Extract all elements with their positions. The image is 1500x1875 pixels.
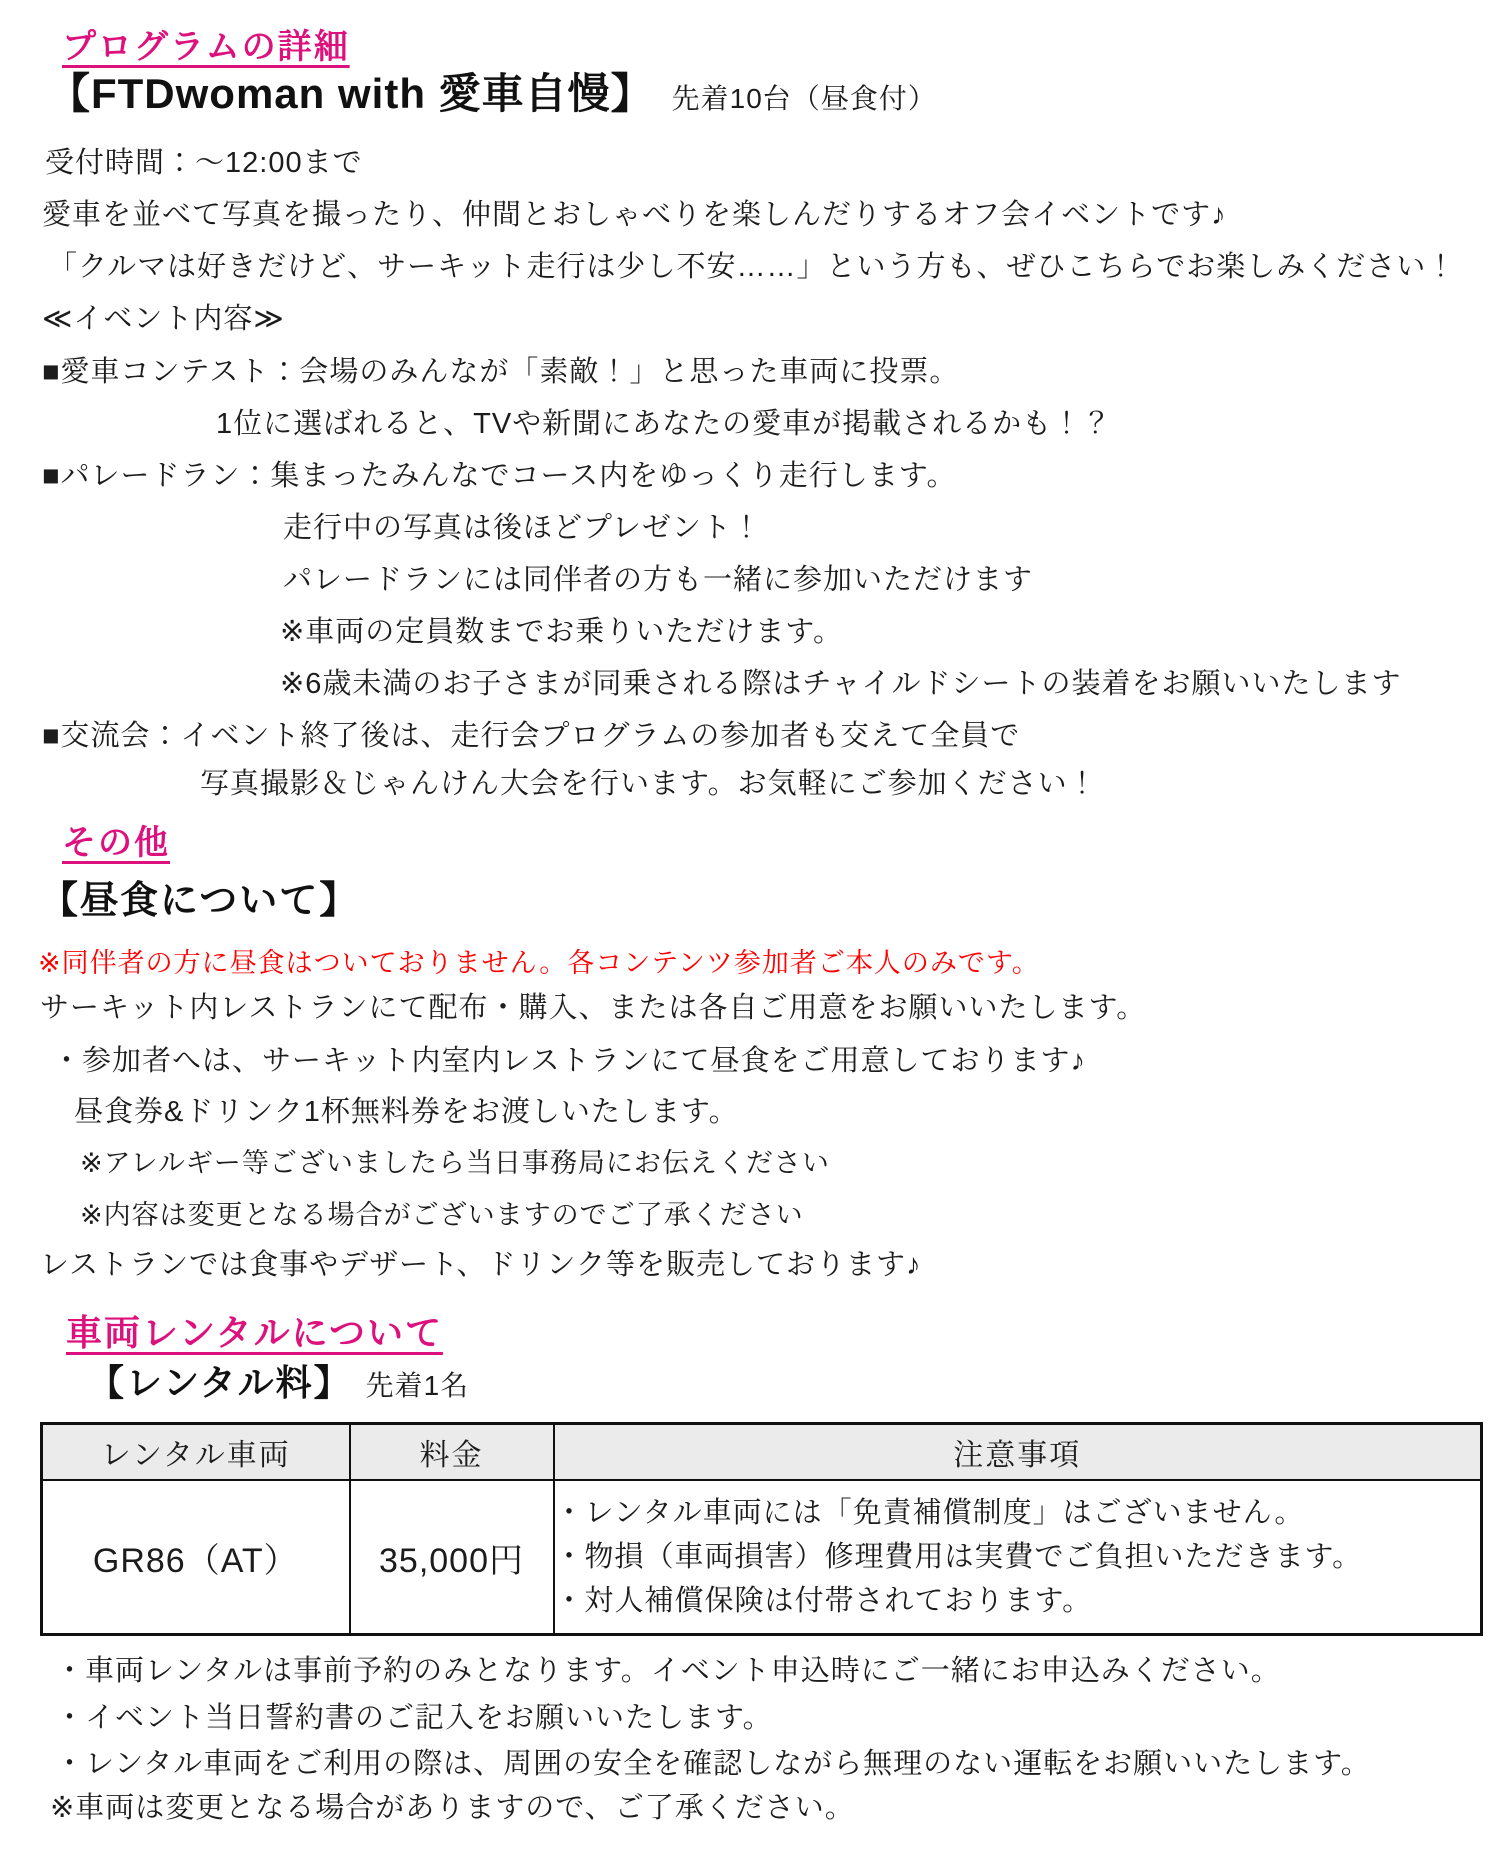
event-title-note: 先着10台（昼食付） (671, 83, 937, 114)
rental-note-1: ・車両レンタルは事前予約のみとなります。イベント申込時にご一緒にお申込みください。 (55, 1655, 1281, 1687)
parade-note-2: ※6歳未満のお子さまが同乗される際はチャイルドシートの装着をお願いいたします (280, 668, 1402, 700)
lunch-line-3: 昼食券&ドリンク1杯無料券をお渡しいたします。 (74, 1096, 739, 1128)
contest-line-2: 1位に選ばれると、TVや新聞にあなたの愛車が掲載されるかも！？ (216, 408, 1113, 440)
parade-line-3: パレードランには同伴者の方も一緒に参加いただけます (283, 564, 1034, 596)
parade-line-2: 走行中の写真は後ほどプレゼント！ (283, 512, 762, 544)
table-note-1: ・レンタル車両には「免責補償制度」はございません。 (554, 1497, 1305, 1529)
social-line-2: 写真撮影＆じゃんけん大会を行います。お気軽にご参加ください！ (200, 768, 1098, 800)
section-heading-rental: 車両レンタルについて (66, 1312, 443, 1353)
table-cell-fee: 35,000円 (350, 1480, 554, 1635)
lunch-warning: ※同伴者の方に昼食はついておりません。各コンテンツ参加者ご本人のみです。 (38, 948, 1040, 978)
lunch-line-1: サーキット内レストランにて配布・購入、または各自ご用意をお願いいたします。 (40, 992, 1147, 1024)
parade-line-1: ■パレードラン：集まったみんなでコース内をゆっくり走行します。 (42, 460, 957, 492)
section-heading-program-details: プログラムの詳細 (62, 28, 350, 66)
parade-note-1: ※車両の定員数までお乗りいただけます。 (280, 616, 843, 648)
rental-fee-note: 先着1名 (365, 1370, 470, 1401)
table-header-row (42, 1424, 1482, 1481)
intro-line-1: 愛車を並べて写真を撮ったり、仲間とおしゃべりを楽しんだりするオフ会イベントです♪ (42, 199, 1227, 231)
intro-line-2: 「クルマは好きだけど、サーキット走行は少し不安……」という方も、ぜひこちらでお楽しみください！ (48, 251, 1457, 283)
table-note-3: ・対人補償保険は付帯されております。 (554, 1585, 1093, 1617)
lunch-line-4: レストランでは食事やデザート、ドリンク等を販売しております♪ (40, 1249, 922, 1281)
lunch-note-1: ※アレルギー等ございましたら当日事務局にお伝えください (80, 1148, 830, 1178)
event-title-row (48, 70, 937, 118)
event-title: 【FTDwoman with 愛車自慢】 (48, 70, 654, 117)
rental-fee-heading-row (88, 1362, 469, 1403)
table-cell-vehicle: GR86（AT） (42, 1480, 350, 1635)
table-header-vehicle: レンタル車両 (42, 1424, 350, 1481)
rental-note-2: ・イベント当日誓約書のご記入をお願いいたします。 (55, 1702, 773, 1734)
lunch-line-2: ・参加者へは、サーキット内室内レストランにて昼食をご用意しております♪ (52, 1045, 1087, 1077)
rental-fee-table (40, 1422, 1483, 1636)
table-note-2: ・物損（車両損害）修理費用は実費でご負担いただきます。 (554, 1541, 1363, 1573)
lunch-note-2: ※内容は変更となる場合がございますのでご了承ください (80, 1200, 804, 1230)
social-line-1: ■交流会：イベント終了後は、走行会プログラムの参加者も交えて全員で (42, 720, 1021, 752)
table-header-notes: 注意事項 (554, 1424, 1482, 1481)
table-header-fee: 料金 (350, 1424, 554, 1481)
rental-note-4: ※車両は変更となる場合がありますので、ご了承ください。 (50, 1792, 855, 1824)
rental-fee-heading: 【レンタル料】 (88, 1362, 352, 1403)
table-row (42, 1480, 1482, 1635)
rental-note-3: ・レンタル車両をご利用の際は、周囲の安全を確認しながら無理のない運転をお願いいたします。 (55, 1748, 1371, 1780)
lunch-heading: 【昼食について】 (40, 880, 360, 922)
section-heading-other: その他 (62, 824, 170, 862)
reception-time: 受付時間：～12:00まで (45, 147, 363, 179)
table-cell-notes (554, 1480, 1482, 1635)
contest-line-1: ■愛車コンテスト：会場のみんなが「素敵！」と思った車両に投票。 (42, 356, 960, 388)
event-contents-heading: ≪イベント内容≫ (42, 303, 285, 335)
